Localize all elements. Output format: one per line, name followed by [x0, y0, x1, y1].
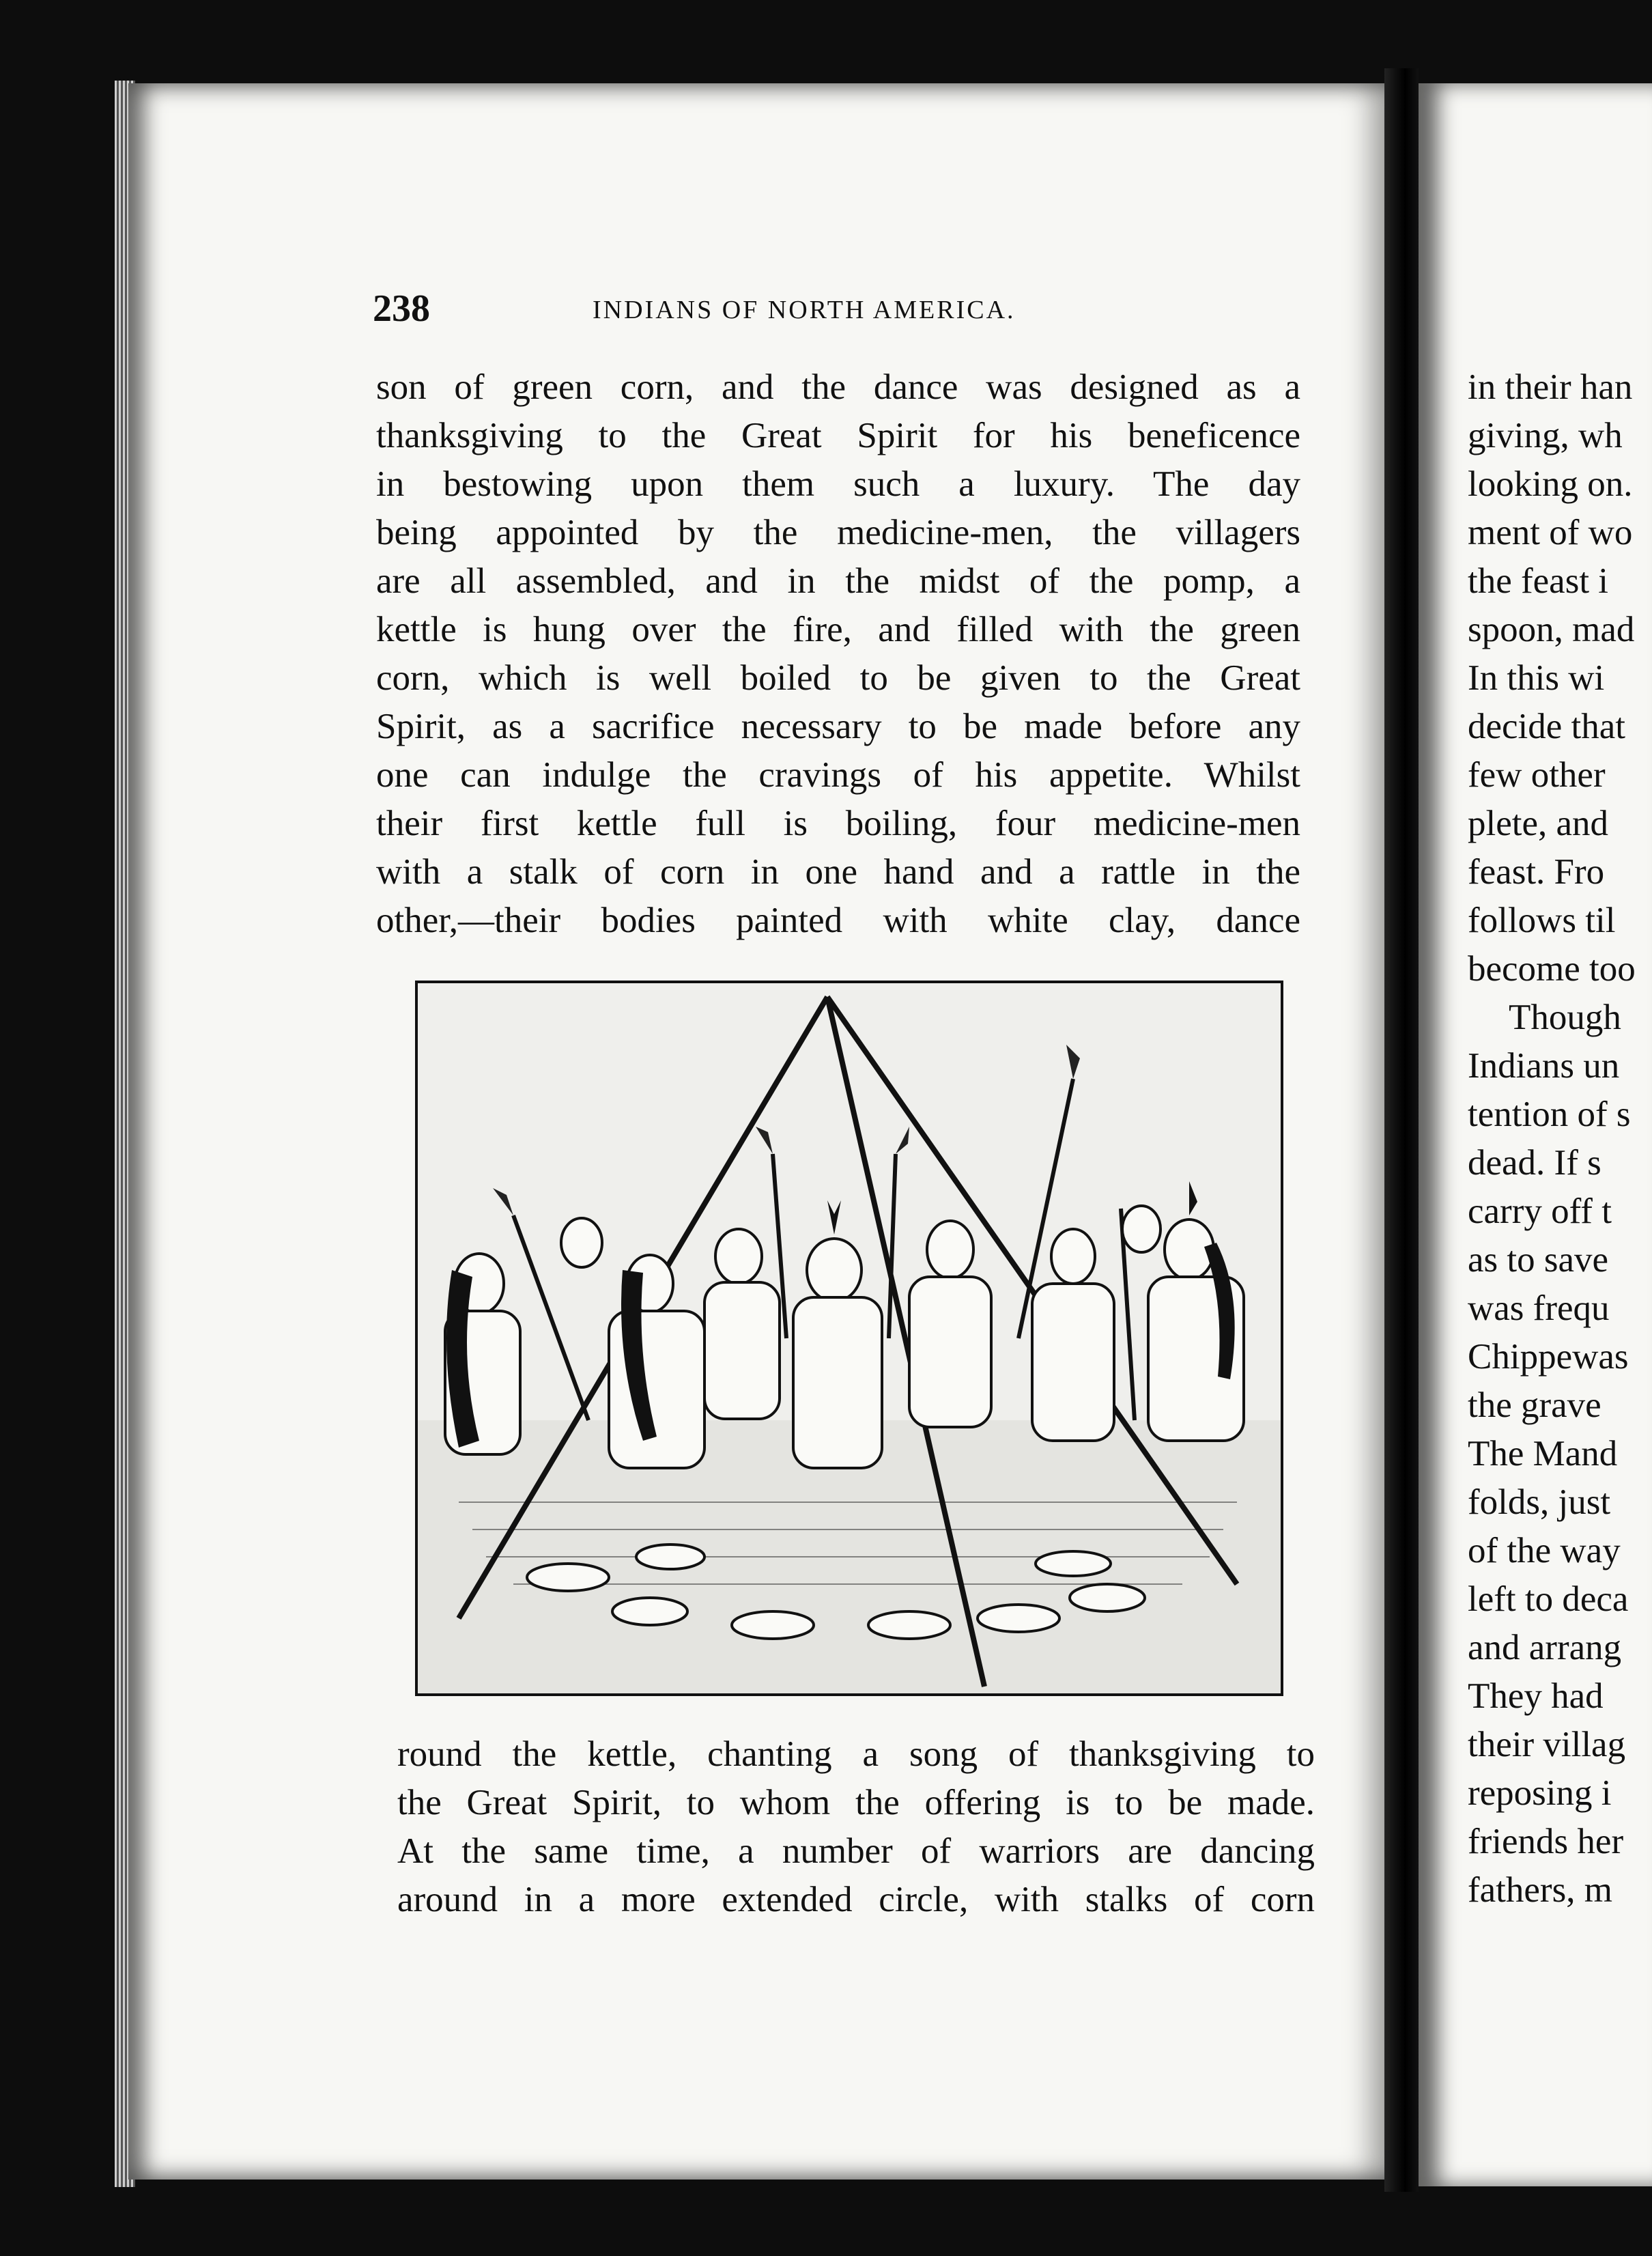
text-line: tention of s	[1468, 1095, 1631, 1134]
text-line: are all assembled, and in the midst of the pomp, a	[376, 561, 1300, 601]
upper-paragraph	[376, 363, 1300, 945]
page-number: 238	[373, 287, 430, 330]
running-title: INDIANS OF NORTH AMERICA.	[593, 296, 1016, 324]
text-line: looking on.	[1468, 464, 1633, 504]
right-page-text	[1468, 363, 1652, 1915]
text-line: giving, wh	[1468, 416, 1623, 455]
text-line: few other	[1468, 755, 1606, 795]
text-line: plete, and	[1468, 804, 1609, 843]
running-head	[373, 287, 1301, 328]
text-line: Spirit, as a sacrifice necessary to be made before any	[376, 707, 1300, 746]
text-line: left to deca	[1468, 1579, 1629, 1619]
text-line: in bestowing upon them such a luxury. The day	[376, 464, 1300, 504]
text-line: reposing i	[1468, 1773, 1612, 1813]
text-line: fathers, m	[1468, 1870, 1612, 1910]
text-line: ment of wo	[1468, 513, 1633, 552]
text-line: in their han	[1468, 367, 1633, 407]
text-line: Though	[1509, 998, 1621, 1037]
text-line: In this wi	[1468, 658, 1605, 698]
text-line: kettle is hung over the fire, and filled with the green	[376, 610, 1300, 649]
text-line: their villag	[1468, 1725, 1626, 1764]
text-line: spoon, mad	[1468, 610, 1635, 649]
text-line: being appointed by the medicine-men, the villagers	[376, 513, 1300, 552]
text-line: follows til	[1468, 901, 1616, 940]
engraving-illustration	[415, 981, 1283, 1696]
text-line: son of green corn, and the dance was designed as a	[376, 367, 1300, 407]
text-line: was frequ	[1468, 1288, 1610, 1328]
text-line: become too	[1468, 949, 1636, 989]
text-line: feast. Fro	[1468, 852, 1605, 892]
text-line: as to save	[1468, 1240, 1609, 1280]
text-line: Indians un	[1468, 1046, 1620, 1086]
text-line: friends her	[1468, 1822, 1624, 1861]
text-line: with a stalk of corn in one hand and a rattle in the	[376, 852, 1300, 892]
text-line: of the way	[1468, 1531, 1621, 1570]
text-line: around in a more extended circle, with stalks of corn	[397, 1880, 1315, 1919]
text-line: their first kettle full is boiling, four medicine-men	[376, 804, 1300, 843]
book-gutter	[1384, 68, 1419, 2192]
text-line: The Mand	[1468, 1434, 1618, 1474]
text-line: decide that	[1468, 707, 1626, 746]
text-line: other,—their bodies painted with white clay, dance	[376, 901, 1300, 940]
green-corn-dance-engraving	[418, 983, 1281, 1693]
lower-paragraph	[397, 1730, 1315, 1924]
text-line: thanksgiving to the Great Spirit for his beneficence	[376, 416, 1300, 455]
text-line: They had	[1468, 1676, 1604, 1716]
text-line: dead. If s	[1468, 1143, 1601, 1183]
text-line: round the kettle, chanting a song of thanksgiving to	[397, 1734, 1315, 1774]
text-line: Chippewas	[1468, 1337, 1629, 1377]
text-line: folds, just	[1468, 1482, 1611, 1522]
text-line: the feast i	[1468, 561, 1609, 601]
text-line: and arrang	[1468, 1628, 1622, 1667]
text-line: At the same time, a number of warriors are dancing	[397, 1831, 1315, 1871]
text-line: the grave	[1468, 1385, 1601, 1425]
text-line: corn, which is well boiled to be given to the Great	[376, 658, 1300, 698]
text-line: carry off t	[1468, 1192, 1612, 1231]
text-line: the Great Spirit, to whom the offering is to be made.	[397, 1783, 1315, 1822]
text-line: one can indulge the cravings of his appetite. Whilst	[376, 755, 1300, 795]
